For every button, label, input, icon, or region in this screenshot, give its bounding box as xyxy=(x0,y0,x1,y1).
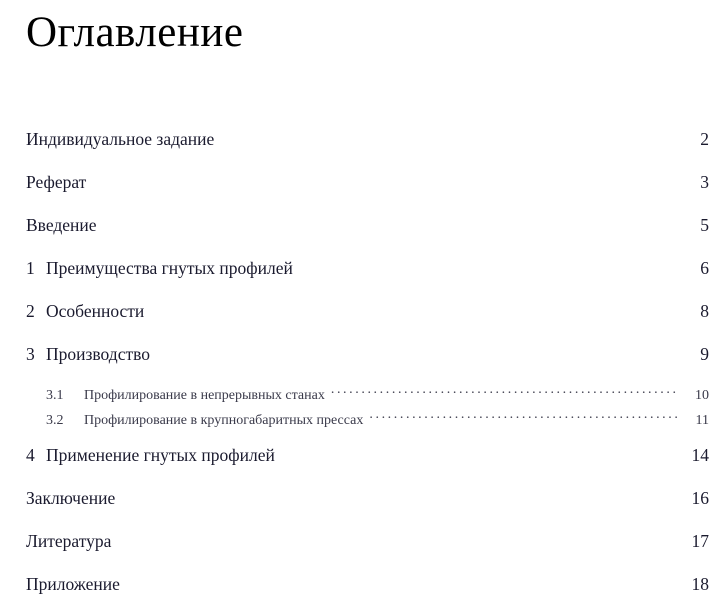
toc-entry[interactable] xyxy=(26,170,709,193)
toc-leader-dots xyxy=(86,170,675,188)
toc-entry[interactable] xyxy=(26,127,709,150)
toc-entry-page: 10 xyxy=(695,388,709,404)
toc-entry-label: Введение xyxy=(26,214,97,235)
table-of-contents xyxy=(26,127,709,595)
toc-entry-label: Приложение xyxy=(26,573,120,594)
toc-leader-dots xyxy=(97,213,675,231)
toc-entry[interactable] xyxy=(26,572,709,595)
toc-entry-number: 4 xyxy=(26,444,35,465)
toc-entry-number: 3.2 xyxy=(46,413,64,429)
toc-leader-dots xyxy=(293,256,675,274)
toc-entry-number: 3.1 xyxy=(46,388,64,404)
toc-leader-dots xyxy=(363,410,679,424)
page-title: Оглавление xyxy=(26,9,244,56)
toc-entry-label: Заключение xyxy=(26,487,116,508)
toc-entry[interactable] xyxy=(26,443,709,466)
toc-leader-dots xyxy=(275,443,675,461)
toc-entry[interactable] xyxy=(26,213,709,236)
toc-entry-label: Преимущества гнутых профилей xyxy=(46,257,293,278)
toc-entry-page: 8 xyxy=(700,300,709,321)
toc-leader-dots xyxy=(325,385,679,399)
toc-entry-page: 18 xyxy=(691,573,709,594)
toc-entry-number: 3 xyxy=(26,343,35,364)
toc-entry-label: Применение гнутых профилей xyxy=(46,444,275,465)
toc-entry-label: Особенности xyxy=(46,300,145,321)
toc-entry-page: 5 xyxy=(700,214,709,235)
toc-entry-page: 6 xyxy=(700,257,709,278)
toc-entry-page: 17 xyxy=(691,530,709,551)
toc-entry-page: 16 xyxy=(691,487,709,508)
toc-entry-label: Литература xyxy=(26,530,112,551)
toc-entry[interactable] xyxy=(26,486,709,509)
toc-entry-page: 14 xyxy=(691,444,709,465)
toc-entry-page: 9 xyxy=(700,343,709,364)
toc-entry[interactable] xyxy=(26,342,709,365)
toc-entry[interactable] xyxy=(26,385,709,404)
toc-leader-dots xyxy=(150,342,675,360)
toc-entry[interactable] xyxy=(26,299,709,322)
toc-entry[interactable] xyxy=(26,529,709,552)
toc-entry-number: 2 xyxy=(26,300,35,321)
toc-entry-page: 11 xyxy=(695,413,709,429)
toc-leader-dots xyxy=(115,486,675,504)
toc-entry-label: Индивидуальное задание xyxy=(26,128,215,149)
toc-entry-label: Профилирование в непрерывных станах xyxy=(84,388,325,404)
toc-entry-label: Реферат xyxy=(26,171,87,192)
toc-entry-label: Профилирование в крупногабаритных прессах xyxy=(84,413,364,429)
toc-leader-dots xyxy=(214,127,675,145)
toc-entry-number: 1 xyxy=(26,257,35,278)
toc-entry[interactable] xyxy=(26,256,709,279)
toc-entry[interactable] xyxy=(26,410,709,429)
toc-leader-dots xyxy=(144,299,675,317)
toc-leader-dots xyxy=(120,572,675,590)
toc-leader-dots xyxy=(111,529,675,547)
toc-entry-page: 3 xyxy=(700,171,709,192)
toc-entry-label: Производство xyxy=(46,343,151,364)
toc-entry-page: 2 xyxy=(700,128,709,149)
